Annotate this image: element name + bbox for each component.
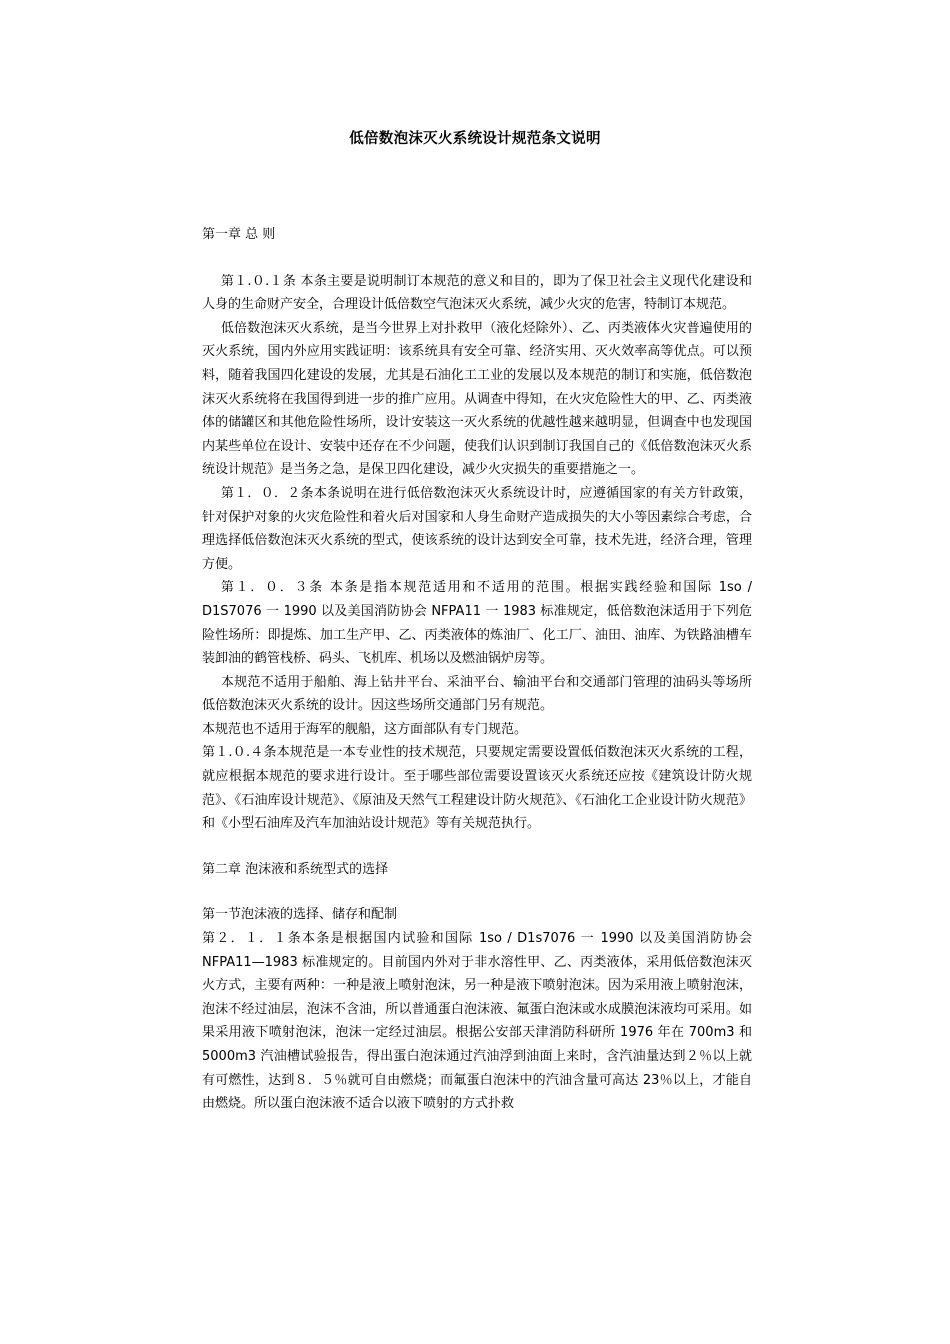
paragraph-1-0-2: 第１．０．２条本条说明在进行低倍数泡沫灭火系统设计时，应遵循国家的有关方针政策，针对保护对象的火灾危险性和着火后对国家和人身生命财产造成损失的大小等因素综合考虑，合理选择低倍数泡沫灭火系统的型式，使该系统的设计达到安全可靠，技术先进，经济合理，管理方便。 [202,485,752,572]
paragraph-2-1-1: 第２．１．１条本条是根据国内试验和国际 1so / D1s7076 一 1990 以及美国消防协会 NFPA11—1983 标准规定的。目前国内外对于非水溶性甲、乙、丙类液体，采用低倍数泡沫灭火方式，主要有两种：一种是液上喷射泡沫，另一种是液下喷射泡沫。因为采用液上喷射泡沫，泡沫不经过油层，泡沫不含油，所以普通蛋白泡沫液、氟蛋白泡沫或水成膜泡沫液均可采用。如果采用液下喷射泡沫，泡沫一定经过油层。根据公安部天津消防科研所 1976 年在 700m3 和 5000m3 汽油槽试验报告，得出蛋白泡沫通过汽油浮到油面上来时，含汽油量达到２％以上就有可燃性，达到８．５％就可自由燃烧；而氟蛋白泡沫中的汽油含量可高达 23％以上，才能自由燃烧。所以蛋白泡沫液不适合以液下喷射的方式扑救 [202,931,752,1112]
paragraph-1-0-3: 第１．０．３条 本条是指本规范适用和不适用的范围。根据实践经验和国际 1so / D1S7076 一 1990 以及美国消防协会 NFPA11 一 1983 标准规定，低倍数泡沫适用于下列危险性场所：即提炼、加工生产甲、乙、丙类液体的炼油厂、化工厂、油田、油库、为铁路油槽车装卸油的鹤管栈桥、码头、飞机库、机场以及燃油锅炉房等。 [202,580,752,667]
paragraph-1-0-1: 第１.０.１条 本条主要是说明制订本规范的意义和目的，即为了保卫社会主义现代化建设和人身的生命财产安全，合理设计低倍数空气泡沫灭火系统，减少火灾的危害，特制订本规范。 [202,273,752,313]
paragraph-system-overview: 低倍数泡沫灭火系统，是当今世界上对扑救甲（液化烃除外）、乙、丙类液体火灾普遍使用的灭火系统，国内外应用实践证明：该系统具有安全可靠、经济实用、灭火效率高等优点。可以预料，随着我国四化建设的发展，尤其是石油化工工业的发展以及本规范的制订和实施，低倍数泡沫灭火系统将在我国得到进一步的推广应用。从调查中得知，在火灾危险性大的甲、乙、丙类液体的储罐区和其他危险性场所，设计安装这一灭火系统的优越性越来越明显，但调查中也发现国内某些单位在设计、安装中还存在不少问题，使我们认识到制订我国自己的《低倍数泡沫灭火系统设计规范》是当务之急，是保卫四化建设，减少火灾损失的重要措施之一。 [202,320,752,478]
chapter-1-heading: 第一章 总 则 [202,227,276,242]
document-body [202,223,752,1116]
document-title: 低倍数泡沫灭火系统设计规范条文说明 [349,131,601,147]
paragraph-not-applicable: 本规范不适用于船舶、海上钻井平台、采油平台、输油平台和交通部门管理的油码头等场所低倍数泡沫灭火系统的设计。因这些场所交通部门另有规范。 [202,674,752,714]
section-1-heading: 第一节泡沫液的选择、储存和配制 [202,907,398,923]
chapter-2-heading: 第二章 泡沫液和系统型式的选择 [202,861,389,877]
paragraph-navy-exclusion: 本规范也不适用于海军的舰船，这方面部队有专门规范。 [202,721,528,737]
paragraph-1-0-4: 第１.０.４条本规范是一本专业性的技术规范，只要规定需要设置低佰数泡沫灭火系统的工程，就应根据本规范的要求进行设计。至于哪些部位需要设置该灭火系统还应按《建筑设计防火规范》、《石油库设计规范》、《原油及天然气工程建设计防火规范》、《石油化工企业设计防火规范》和《小型石油库及汽车加油站设计规范》等有关规范执行。 [202,745,752,832]
